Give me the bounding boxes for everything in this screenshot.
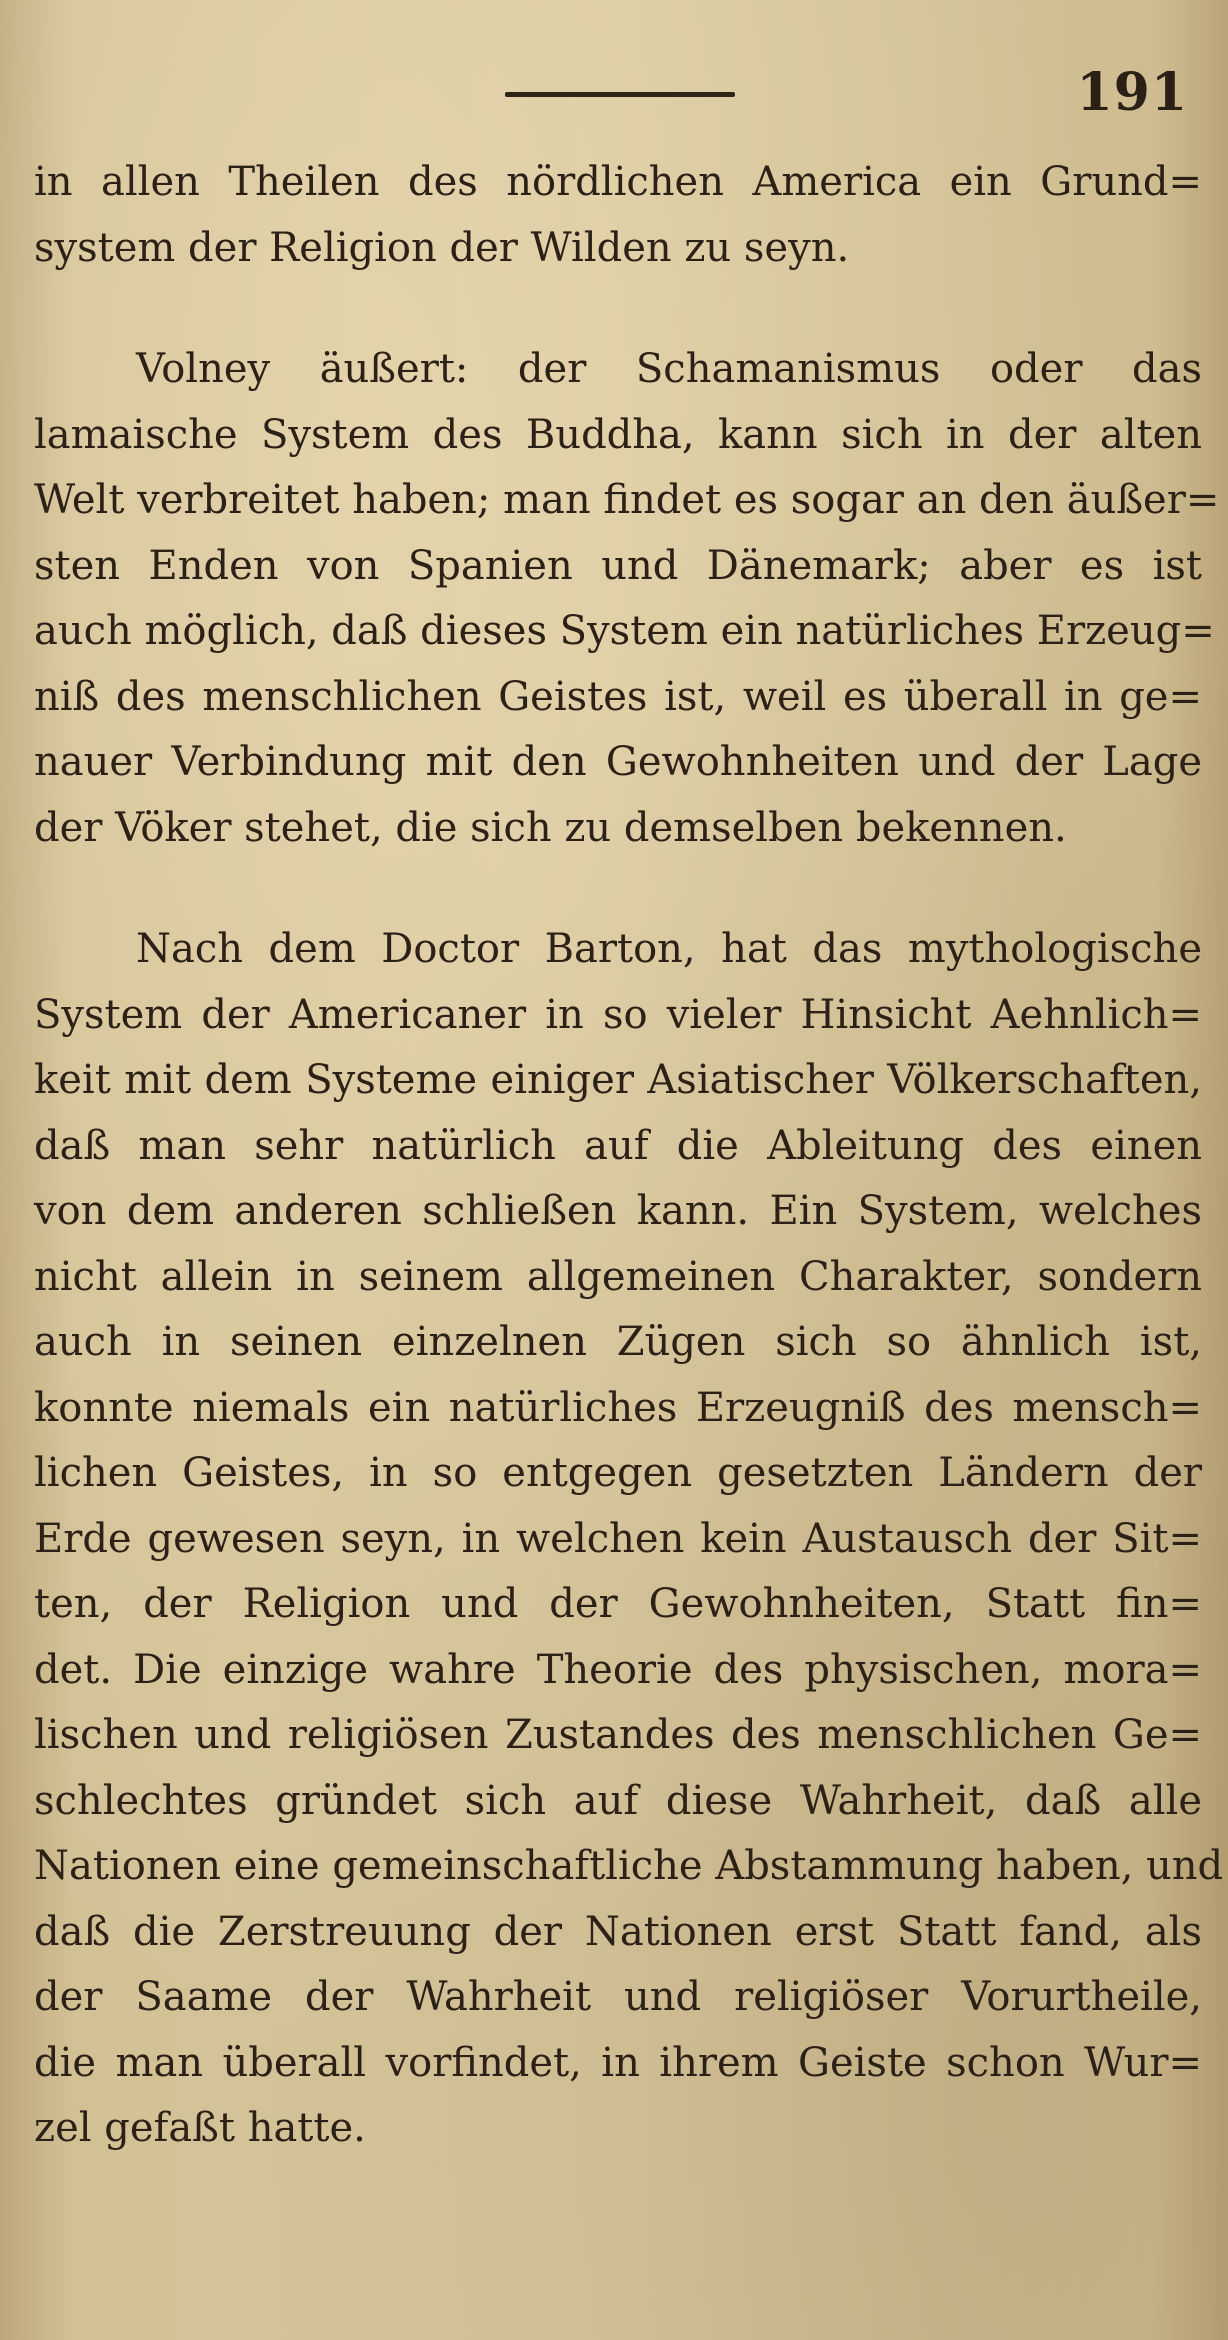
text-line: det. Die einzige wahre Theorie des physischen, mora= xyxy=(34,1646,1202,1693)
text-line: lischen und religiösen Zustandes des menschlichen Ge= xyxy=(34,1712,1202,1758)
text-line: in allen Theilen des nördlichen America ein Grund= xyxy=(34,159,1202,205)
text-line: daß die Zerstreuung der Nationen erst Statt fand, als xyxy=(34,1908,1202,1955)
page-number: 191 xyxy=(1076,62,1188,123)
paragraph xyxy=(34,917,1224,2162)
text-line: Welt verbreitet haben; man findet es sogar an den äußer= xyxy=(34,477,1220,523)
text-line: schlechtes gründet sich auf diese Wahrheit, daß alle xyxy=(34,1777,1202,1824)
text-line: Nach dem Doctor Barton, hat das mythologische xyxy=(136,926,1202,972)
text-line: Nationen eine gemeinschaftliche Abstammung haben, und xyxy=(34,1843,1224,1889)
text-line: von dem anderen schließen kann. Ein System, welches xyxy=(34,1188,1202,1234)
text-line: niß des menschlichen Geistes ist, weil es überall in ge= xyxy=(34,673,1202,720)
text-line: konnte niemals ein natürliches Erzeugniß des mensch= xyxy=(34,1384,1202,1431)
text-line: auch in seinen einzelnen Zügen sich so ähnlich ist, xyxy=(34,1319,1202,1365)
paragraph-gap xyxy=(34,861,1202,917)
text-line: die man überall vorfindet, in ihrem Geiste schon Wur= xyxy=(34,2039,1202,2086)
text-line: nicht allein in seinem allgemeinen Charakter, sondern xyxy=(34,1253,1202,1300)
text-line: der Vöker stehet, die sich zu demselben bekennen. xyxy=(34,804,1067,851)
text-line: nauer Verbindung mit den Gewohnheiten und der Lage xyxy=(34,739,1202,785)
paragraph xyxy=(34,150,1202,281)
text-line: System der Americaner in so vieler Hinsicht Aehnlich= xyxy=(34,991,1202,1038)
text-line: sten Enden von Spanien und Dänemark; aber es ist xyxy=(34,542,1202,589)
text-body xyxy=(34,150,1224,2162)
text-line: keit mit dem Systeme einiger Asiatischer Völkerschaften, xyxy=(34,1057,1202,1103)
paragraph xyxy=(34,337,1220,861)
text-line: lichen Geistes, in so entgegen gesetzten Ländern der xyxy=(34,1450,1202,1496)
text-line: auch möglich, daß dieses System ein natürliches Erzeug= xyxy=(34,608,1215,654)
text-line: Volney äußert: der Schamanismus oder das xyxy=(136,346,1202,392)
text-line: ten, der Religion und der Gewohnheiten, Statt fin= xyxy=(34,1581,1202,1627)
text-line: lamaische System des Buddha, kann sich in der alten xyxy=(34,411,1202,458)
text-line: Erde gewesen seyn, in welchen kein Austausch der Sit= xyxy=(34,1515,1202,1562)
text-line: daß man sehr natürlich auf die Ableitung des einen xyxy=(34,1122,1202,1169)
paragraph-gap xyxy=(34,281,1202,337)
header-rule xyxy=(505,92,735,97)
text-line: zel gefaßt hatte. xyxy=(34,2105,366,2151)
text-line: der Saame der Wahrheit und religiöser Vorurtheile, xyxy=(34,1974,1202,2020)
text-line: system der Religion der Wilden zu seyn. xyxy=(34,224,850,271)
